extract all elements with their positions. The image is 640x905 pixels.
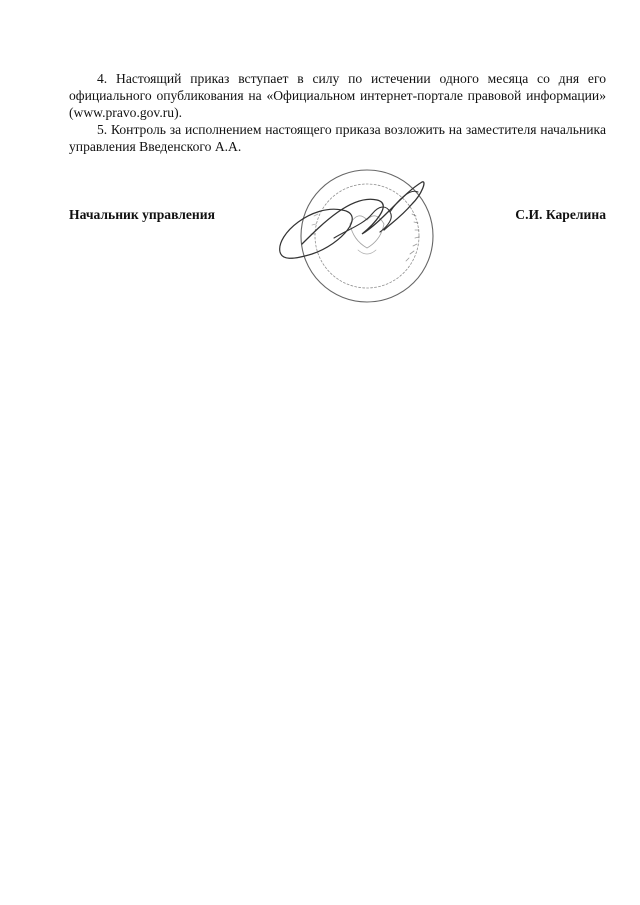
paragraph-5: 5. Контроль за исполнением настоящего приказа возложить на заместителя начальника управления Введенского А.А. [69,122,606,154]
document-body [69,70,606,155]
paragraph-4: 4. Настоящий приказ вступает в силу по истечении одного месяца со дня его официального опубликования на «Официальном интернет-портале правовой информации» (www.pravo.gov.ru). [69,71,606,120]
signature-stroke-main [302,182,424,244]
signatory-position: Начальник управления [69,207,215,222]
official-seal-with-signature-icon [272,164,442,314]
seal-outer-ring [301,170,433,302]
signatory-name: С.И. Карелина [515,207,606,222]
